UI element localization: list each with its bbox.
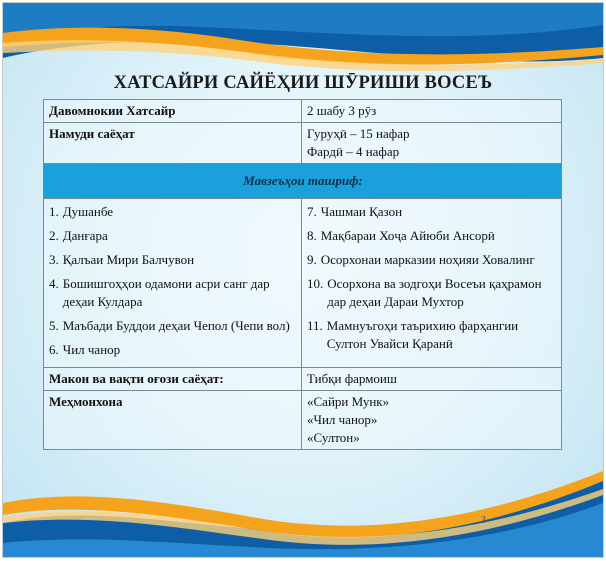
places-left-cell (44, 199, 302, 368)
list-item: 10. Осорхона ва зодгоҳи Восеъи қаҳрамон дар деҳаи Дараи Мухтор (307, 276, 542, 309)
hotels-label: Меҳмонхона (44, 391, 302, 450)
places-right-cell (302, 199, 562, 368)
tour-type-label: Намуди саёҳат (44, 123, 302, 164)
hotels-values (302, 391, 562, 450)
table-row-start (44, 368, 562, 391)
duration-label: Давомнокии Хатсайр (44, 100, 302, 123)
list-item: 8. Мақбараи Хоҷа Айюби Ансорӣ (307, 228, 495, 243)
list-item: 3. Қалъаи Мири Балчувон (49, 252, 195, 267)
start-value: Тибқи фармоиш (302, 368, 562, 391)
page-title: ХАТСАЙРИ САЙЁҲИИ ШӮРИШИ ВОСЕЪ (113, 73, 493, 93)
list-item: 1. Душанбе (49, 204, 114, 219)
list-item: 7. Чашмаи Қазон (307, 204, 403, 219)
list-item: 11. Мамнуъгоҳи таърихию фарҳангии Султон Увайси Қаранӣ (307, 318, 519, 351)
list-item: 9. Осорхонаи марказии ноҳияи Ховалинг (307, 252, 535, 267)
list-item: 4. Бошишгоҳҳои одамони асри санг дар деҳаи Кулдара (49, 276, 270, 309)
hotel-item: «Султон» (307, 430, 360, 445)
duration-value: 2 шабу 3 рӯз (302, 100, 562, 123)
table-row-duration (44, 100, 562, 123)
list-item: 6. Чил чанор (49, 342, 121, 357)
hotel-item: «Чил чанор» (307, 412, 378, 427)
table-row-places (44, 199, 562, 368)
start-label: Макон ва вақти оғози саёҳат: (44, 368, 302, 391)
hotel-item: «Сайри Мунк» (307, 394, 390, 409)
page-number: 3 (481, 515, 486, 526)
themes-header: Мавзеъҳои ташриф: (44, 164, 562, 199)
list-item: 5. Маъбади Буддои деҳаи Чепол (Чепи вол) (49, 318, 290, 333)
tour-type-group: Гуруҳӣ – 15 нафар (307, 126, 410, 141)
table-row-themes-header (44, 164, 562, 199)
tour-type-individual: Фардӣ – 4 нафар (307, 144, 400, 159)
tour-type-values (302, 123, 562, 164)
table-row-tour-type (44, 123, 562, 164)
table-row-hotels (44, 391, 562, 450)
slide (2, 2, 604, 558)
tour-info-table (43, 99, 562, 450)
list-item: 2. Данғара (49, 228, 108, 243)
